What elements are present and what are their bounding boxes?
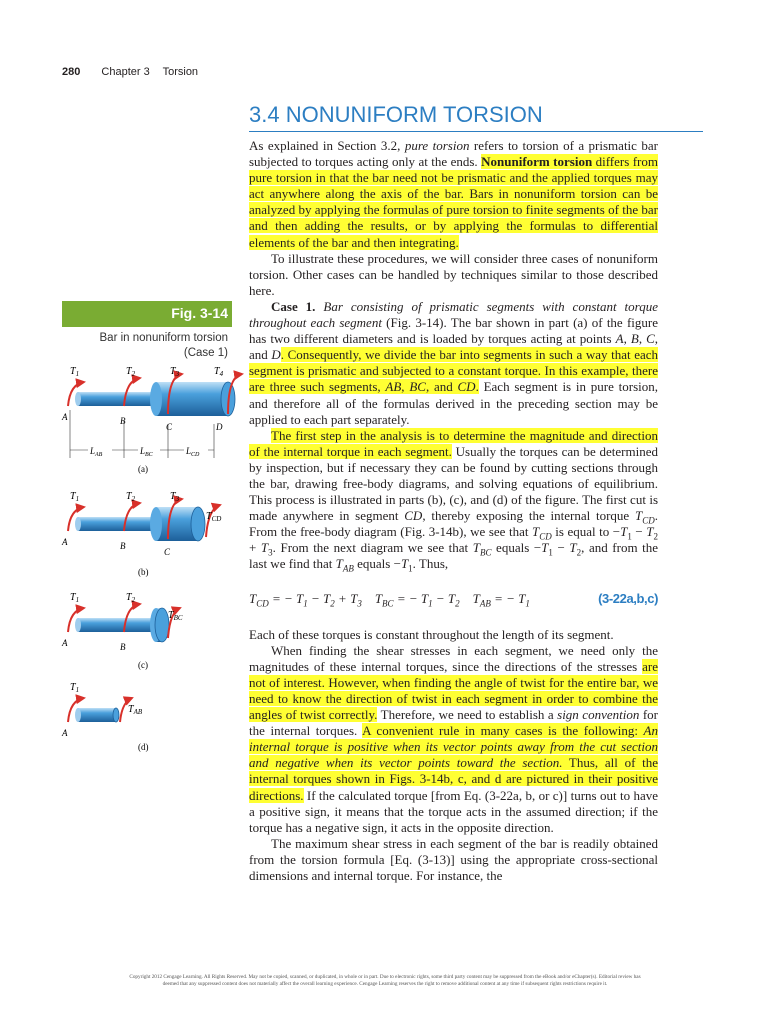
svg-text:T2: $T_2$ (126, 366, 136, 378)
svg-text:TBC: $T_{BC}$ (168, 610, 183, 622)
paragraph-4: The first step in the analysis is to determine the magnitude and direction of the internal torque in each segment. Usually the torques can be determined by inspection, but if necessary they can be found by cutting sections through the bar, drawing free-body diagrams, and solving equations of equilibrium. This process is illustrated in parts (b), (c), and (d) of the figure. The first cut is made anywhere in segment CD, thereby exposing the internal torque $T_{CD}$. From the free-body diagram (Fig. 3-14b), we see that $T_{CD}$ is equal to $-T_1 - T_2 + T_3$. From the next diagram we see that $T_{BC}$ equals $-T_1 - T_2$, and from the last we find that $T_{AB}$ equals $-T_1$. Thus, (249, 427, 659, 575)
svg-text:TCD: $T_{CD}$ (206, 511, 222, 523)
svg-text:T3: $T_3$ (170, 366, 180, 378)
svg-text:A: A (62, 728, 68, 738)
svg-text:T2: $T_2$ (126, 491, 136, 503)
panel-label-c: (c) (138, 660, 148, 670)
section-title: 3.4 NONUNIFORM TORSION (249, 102, 703, 132)
panel-c (61, 592, 183, 670)
panel-label-a: (a) (138, 464, 148, 474)
figure-caption-line2: (Case 1) (183, 347, 228, 359)
svg-text:B: B (120, 541, 126, 551)
svg-text:T1: $T_1$ (70, 592, 80, 604)
panel-a (61, 366, 242, 474)
svg-text:LBC: $L_{BC}$ (140, 446, 153, 458)
svg-text:T1: $T_1$ (70, 366, 80, 378)
chapter-title: Torsion (162, 66, 199, 78)
body-text (249, 138, 658, 884)
panel-label-b: (b) (138, 567, 149, 577)
copyright-footer: Copyright 2012 Cengage Learning. All Rights Reserved. May not be copied, scanned, or duplicated, in whole or in part. Due to electronic rights, some third party content may be suppressed from the eBook and/or eChapter(s). Editorial review has deemed that any suppressed content does not materially affect the overall learning experience. Cengage Learning reserves the right to remove additional content at any time if subsequent rights restrictions require it. (129, 974, 641, 987)
panel-b (61, 491, 221, 577)
panel-label-d: (d) (138, 742, 149, 752)
svg-text:B: B (120, 642, 126, 652)
torsion-figure (56, 362, 246, 762)
chapter-label: Chapter 3 (101, 66, 150, 78)
figure-caption-line1: Bar in nonuniform torsion (99, 332, 228, 344)
svg-text:T1: $T_1$ (70, 491, 80, 503)
equation-3-22: $T_{CD}$ = − $T_1 - T_2 + T_3$ $T_{BC}$ = − $T_1 - T_2$ $T_{AB}$ = − $T_1$ (3-22a,b,c) (249, 590, 658, 609)
svg-text:C: C (166, 422, 173, 432)
svg-text:A: A (62, 638, 68, 648)
svg-text:A: A (62, 537, 68, 547)
svg-text:LAB: $L_{AB}$ (90, 446, 103, 458)
figure-label: Fig. 3-14 (171, 305, 228, 321)
svg-text:A: A (62, 412, 68, 422)
equation-number: (3-22a,b,c) (598, 590, 658, 606)
paragraph-1: As explained in Section 3.2, pure torsion refers to torsion of a prismatic bar subjected to torques acting only at the ends. Nonuniform torsion differs from pure torsion in that the bar need not be prismatic and the applied torques may act anywhere along the axis of the bar. Bars in nonuniform torsion can be analyzed by applying the formulas of pure torsion to finite segments of the bar and then adding the results, or by applying the formulas to differential elements of the bar and then integrating. (249, 138, 658, 250)
svg-text:TAB: $T_{AB}$ (128, 704, 143, 716)
svg-text:T4: $T_4$ (214, 366, 224, 378)
paragraph-6: When finding the shear stresses in each segment, we need only the magnitudes of these internal torques, since the directions of the stresses are not of interest. However, when finding the angle of twist for the entire bar, we need to know the direction of twist in each segment in order to combine the angles of twist correctly. Therefore, we need to establish a sign convention for the internal torques. A convenient rule in many cases is the following: An internal torque is positive when its vector points away from the cut section and negative when its vector points toward the section. Thus, all of the internal torques shown in Figs. 3-14b, c, and d are pictured in their positive directions. If the calculated torque [from Eq. (3-22a, b, or c)] turns out to have a positive sign, it means that the torque acts in the assumed direction; if the torque has a negative sign, it acts in the opposite direction. (249, 642, 658, 835)
paragraph-5: Each of these torques is constant throughout the length of its segment. (249, 626, 614, 642)
figure-caption (62, 331, 228, 361)
running-header (62, 66, 198, 78)
paragraph-7: The maximum shear stress in each segment of the bar is readily obtained from the torsion formula [Eq. (3-13)] using the appropriate cross-sectional dimensions and internal torque. For instance, the (249, 835, 658, 884)
svg-text:T2: $T_2$ (126, 592, 136, 604)
paragraph-3: Case 1. Bar consisting of prismatic segments with constant torque throughout each segment (Fig. 3-14). The bar shown in part (a) of the figure has two different diameters and is loaded by torques acting at points A, B, C, and D. Consequently, we divide the bar into segments in such a way that each segment is prismatic and subjected to a constant torque. In this example, there are three such segments, AB, BC, and CD. Each segment is in pure torsion, and therefore all of the formulas derived in the preceding section may be applied to each part separately. (249, 298, 659, 427)
svg-text:B: B (120, 416, 126, 426)
svg-text:T3: $T_3$ (170, 491, 180, 503)
svg-text:LCD: $L_{CD}$ (186, 446, 200, 458)
page-number: 280 (62, 66, 81, 78)
svg-text:T1: $T_1$ (70, 682, 80, 694)
paragraph-2: To illustrate these procedures, we will consider three cases of nonuniform torsion. Other cases can be handled by techniques similar to those described here. (249, 250, 658, 298)
panel-d (61, 682, 149, 752)
svg-text:D: D (216, 422, 223, 432)
svg-text:C: C (164, 547, 171, 557)
